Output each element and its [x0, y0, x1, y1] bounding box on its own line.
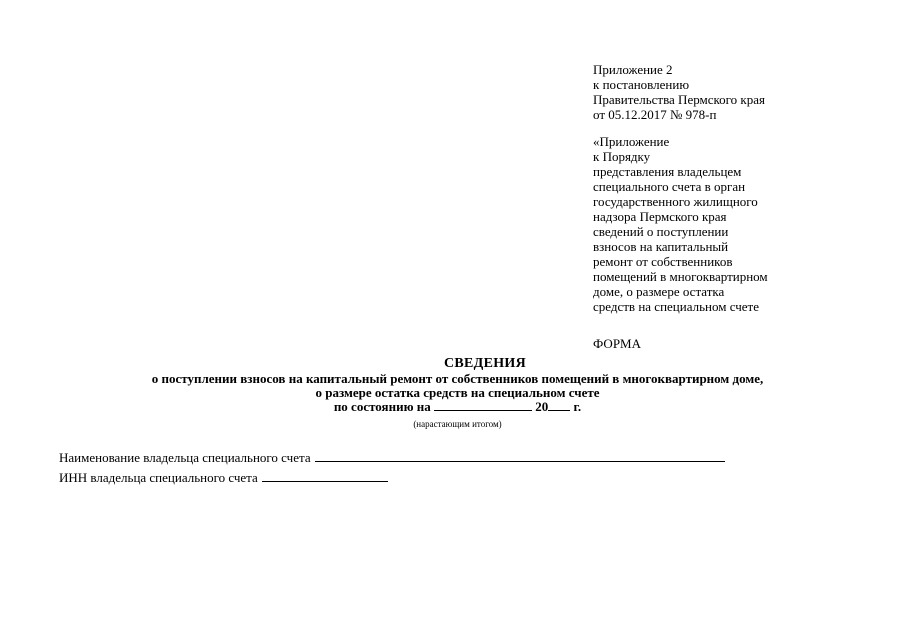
date-year: 20 — [535, 399, 549, 414]
appendix-line: Правительства Пермского края — [593, 92, 765, 107]
order-appendix-line: надзора Пермского края — [593, 209, 727, 224]
appendix-header — [593, 62, 893, 351]
date-blank[interactable] — [434, 400, 532, 411]
order-appendix-line: помещений в многоквартирном — [593, 269, 768, 284]
order-appendix-line: доме, о размере остатка — [593, 284, 725, 299]
cumulative-note: (нарастающим итогом) — [413, 419, 502, 429]
owner-name-label: Наименование владельца специального счета — [59, 450, 311, 465]
order-appendix-line: представления владельцем — [593, 164, 742, 179]
appendix-line: Приложение 2 — [593, 62, 673, 77]
document-heading — [0, 356, 905, 430]
document-title: СВЕДЕНИЯ — [443, 356, 527, 371]
owner-name-field — [59, 450, 725, 466]
year-blank[interactable] — [548, 400, 570, 411]
form-label: ФОРМА — [593, 336, 641, 351]
order-appendix-line: государственного жилищного — [593, 194, 758, 209]
order-appendix-line: средств на специальном счете — [593, 299, 759, 314]
order-appendix-line: взносов на капитальный — [593, 239, 729, 254]
order-appendix-line: сведений о поступлении — [593, 224, 729, 239]
date-prefix: по состоянию на — [333, 399, 431, 414]
inn-blank[interactable] — [262, 470, 388, 482]
appendix-line: к постановлению — [593, 77, 690, 92]
date-suffix: г. — [573, 399, 582, 414]
appendix-line: от 05.12.2017 № 978-п — [593, 107, 717, 122]
order-appendix-line: к Порядку — [593, 149, 651, 164]
owner-name-blank[interactable] — [315, 450, 725, 462]
order-appendix-line: «Приложение — [593, 134, 670, 149]
date-line — [10, 400, 905, 414]
inn-field — [59, 470, 388, 486]
document-subtitle-line: о размере остатка средств на специальном счете — [315, 385, 600, 400]
order-appendix-line: ремонт от собственников — [593, 254, 733, 269]
inn-label: ИНН владельца специального счета — [59, 470, 258, 485]
spacer — [593, 314, 893, 336]
spacer — [593, 122, 893, 134]
document-subtitle-line: о поступлении взносов на капитальный ремонт от собственников помещений в многоквартирном доме, — [151, 371, 764, 386]
order-appendix-line: специального счета в орган — [593, 179, 746, 194]
